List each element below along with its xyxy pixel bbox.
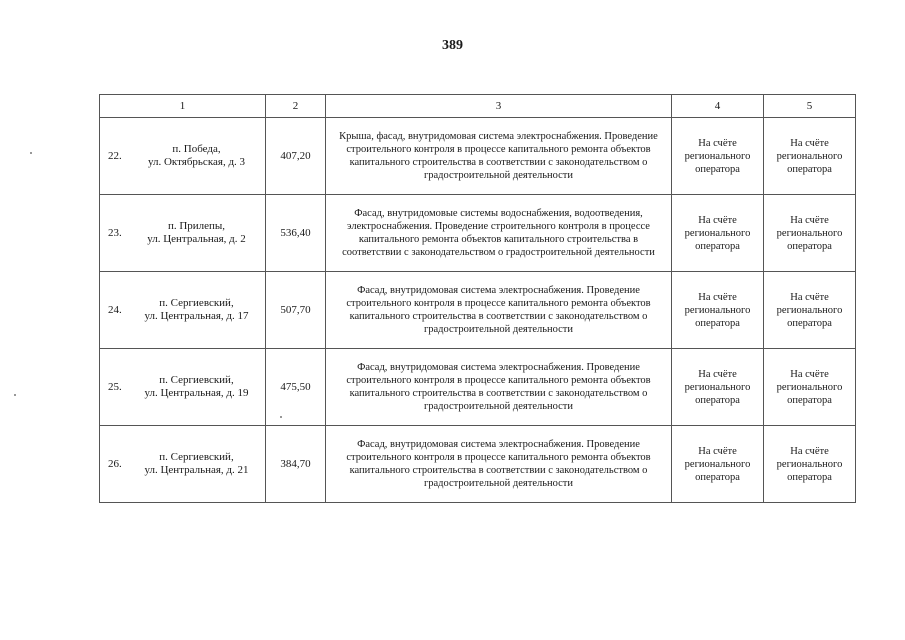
responsible-cell: На счёте регионального оператора [764, 349, 856, 426]
funding-source-cell: На счёте регионального оператора [672, 195, 764, 272]
street-address: ул. Центральная, д. 19 [144, 387, 249, 399]
table-header-row [100, 95, 856, 118]
table-row [100, 349, 856, 426]
column-header: 2 [266, 95, 326, 118]
street-address: ул. Центральная, д. 21 [144, 464, 249, 476]
funding-source-cell: На счёте регионального оператора [672, 272, 764, 349]
area-cell: 384,70 [266, 426, 326, 503]
works-cell: Крыша, фасад, внутридомовая система электроснабжения. Проведение строительного контроля в процессе капитального ремонта объектов капитального строительства в соответствии с законодательством о градостроительной деятельности [326, 118, 672, 195]
area-cell: 407,20 [266, 118, 326, 195]
row-number: 23. [108, 226, 122, 239]
table-row [100, 195, 856, 272]
row-number: 26. [108, 457, 122, 470]
column-header: 4 [672, 95, 764, 118]
address-cell [100, 118, 266, 195]
scan-speck [30, 152, 32, 154]
responsible-cell: На счёте регионального оператора [764, 118, 856, 195]
funding-source-cell: На счёте регионального оператора [672, 349, 764, 426]
settlement-name: п. Сергиевский, [159, 451, 234, 463]
address-cell [100, 195, 266, 272]
address-cell [100, 349, 266, 426]
funding-source-cell: На счёте регионального оператора [672, 426, 764, 503]
area-cell: 475,50 [266, 349, 326, 426]
street-address: ул. Центральная, д. 17 [144, 310, 249, 322]
scan-speck [280, 416, 282, 418]
table-row [100, 118, 856, 195]
responsible-cell: На счёте регионального оператора [764, 195, 856, 272]
responsible-cell: На счёте регионального оператора [764, 426, 856, 503]
settlement-name: п. Сергиевский, [159, 374, 234, 386]
works-cell: Фасад, внутридомовая система электроснабжения. Проведение строительного контроля в процессе капитального ремонта объектов капитального строительства в соответствии с законодательством о градостроительной деятельности [326, 426, 672, 503]
page-number: 389 [442, 38, 463, 53]
area-cell: 507,70 [266, 272, 326, 349]
settlement-name: п. Победа, [172, 143, 221, 155]
responsible-cell: На счёте регионального оператора [764, 272, 856, 349]
table-row [100, 272, 856, 349]
repair-table [99, 94, 856, 503]
column-header: 3 [326, 95, 672, 118]
address-cell [100, 426, 266, 503]
works-cell: Фасад, внутридомовые системы водоснабжения, водоотведения, электроснабжения. Проведение строительного контроля в процессе капитального ремонта объектов капитального строительства в соответствии с законодательством о градостроительной деятельности [326, 195, 672, 272]
funding-source-cell: На счёте регионального оператора [672, 118, 764, 195]
column-header: 5 [764, 95, 856, 118]
address-cell [100, 272, 266, 349]
scan-speck [14, 394, 16, 396]
works-cell: Фасад, внутридомовая система электроснабжения. Проведение строительного контроля в процессе капитального ремонта объектов капитального строительства в соответствии с законодательством о градостроительной деятельности [326, 349, 672, 426]
works-cell: Фасад, внутридомовая система электроснабжения. Проведение строительного контроля в процессе капитального ремонта объектов капитального строительства в соответствии с законодательством о градостроительной деятельности [326, 272, 672, 349]
row-number: 22. [108, 149, 122, 162]
street-address: ул. Октябрьская, д. 3 [147, 156, 246, 168]
row-number: 25. [108, 380, 122, 393]
row-number: 24. [108, 303, 122, 316]
street-address: ул. Центральная, д. 2 [147, 233, 246, 245]
settlement-name: п. Сергиевский, [159, 297, 234, 309]
settlement-name: п. Прилепы, [167, 220, 226, 232]
area-cell: 536,40 [266, 195, 326, 272]
table-row [100, 426, 856, 503]
column-header: 1 [100, 95, 266, 118]
